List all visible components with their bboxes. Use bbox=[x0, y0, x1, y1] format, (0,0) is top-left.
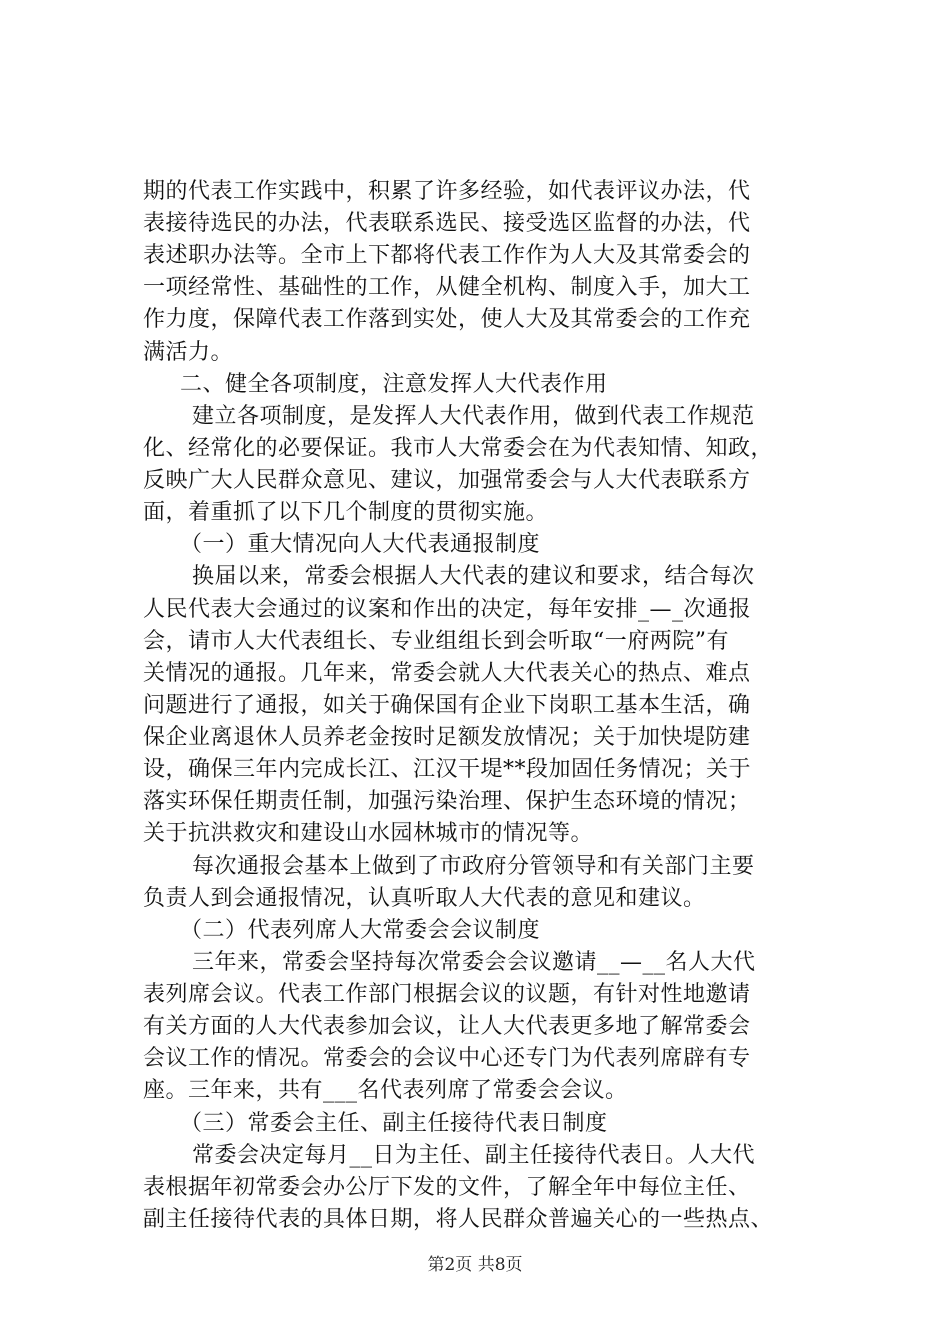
body-text-line: 设，确保三年内完成长江、江汉干堤**段加固任务情况；关于 bbox=[143, 757, 752, 782]
body-text-line: 表根据年初常委会办公厅下发的文件，了解全年中每位主任、 bbox=[143, 1175, 751, 1200]
body-text-line: 表述职办法等。全市上下都将代表工作作为人大及其常委会的 bbox=[143, 243, 751, 268]
body-text-line: 一项经常性、基础性的工作，从健全机构、制度入手，加大工 bbox=[143, 275, 751, 300]
body-text-line: 问题进行了通报，如关于确保国有企业下岗职工基本生活，确 bbox=[143, 693, 751, 718]
body-text-line: 关于抗洪救灾和建设山水园林城市的情况等。 bbox=[143, 821, 594, 846]
body-text-line: 期的代表工作实践中，积累了许多经验，如代表评议办法，代 bbox=[143, 179, 751, 204]
body-text-line: 表接待选民的办法，代表联系选民、接受选区监督的办法，代 bbox=[143, 211, 751, 236]
body-text-line: 座。三年来，共有___名代表列席了常委会会议。 bbox=[143, 1078, 628, 1103]
body-text-line: 负责人到会通报情况，认真听取人大代表的意见和建议。 bbox=[143, 886, 706, 911]
paragraph-first-line: 常委会决定每月__日为主任、副主任接待代表日。人大代 bbox=[192, 1143, 756, 1168]
body-text-line: 会议工作的情况。常委会的会议中心还专门为代表列席辟有专 bbox=[143, 1046, 751, 1071]
page-footer: 第2页 共8页 bbox=[427, 1255, 523, 1275]
body-text-line: 表列席会议。代表工作部门根据会议的议题，有针对性地邀请 bbox=[143, 982, 751, 1007]
body-text-line: 人民代表大会通过的议案和作出的决定，每年安排_—_次通报 bbox=[143, 597, 752, 622]
section-heading: 二、健全各项制度，注意发挥人大代表作用 bbox=[180, 372, 608, 397]
subsection-heading: （一）重大情况向人大代表通报制度 bbox=[180, 532, 541, 557]
paragraph-first-line: 三年来，常委会坚持每次常委会会议邀请__—__名人大代 bbox=[192, 950, 756, 975]
subsection-heading: （二）代表列席人大常委会会议制度 bbox=[180, 918, 541, 943]
body-text-line: 有关方面的人大代表参加会议，让人大代表更多地了解常委会 bbox=[143, 1014, 751, 1039]
body-text-line: 关情况的通报。几年来，常委会就人大代表关心的热点、难点 bbox=[143, 661, 751, 686]
paragraph-first-line: 换届以来，常委会根据人大代表的建议和要求，结合每次 bbox=[192, 564, 755, 589]
body-text-line: 落实环保任期责任制，加强污染治理、保护生态环境的情况； bbox=[143, 789, 751, 814]
body-text-line: 反映广大人民群众意见、建议，加强常委会与人大代表联系方 bbox=[143, 468, 751, 493]
body-text-line: 满活力。 bbox=[143, 340, 234, 365]
body-text-line: 副主任接待代表的具体日期，将人民群众普遍关心的一些热点、 bbox=[143, 1207, 774, 1232]
body-text-line: 作力度，保障代表工作落到实处，使人大及其常委会的工作充 bbox=[143, 307, 751, 332]
paragraph-first-line: 每次通报会基本上做到了市政府分管领导和有关部门主要 bbox=[192, 854, 755, 879]
body-text-line: 会，请市人大代表组长、专业组组长到会听取“一府两院”有 bbox=[143, 629, 729, 654]
body-text-line: 化、经常化的必要保证。我市人大常委会在为代表知情、知政， bbox=[143, 436, 774, 461]
paragraph-first-line: 建立各项制度，是发挥人大代表作用，做到代表工作规范 bbox=[192, 404, 755, 429]
body-text-line: 保企业离退休人员养老金按时足额发放情况；关于加快堤防建 bbox=[143, 725, 751, 750]
subsection-heading: （三）常委会主任、副主任接待代表日制度 bbox=[180, 1111, 608, 1136]
body-text-line: 面，着重抓了以下几个制度的贯彻实施。 bbox=[143, 500, 549, 525]
